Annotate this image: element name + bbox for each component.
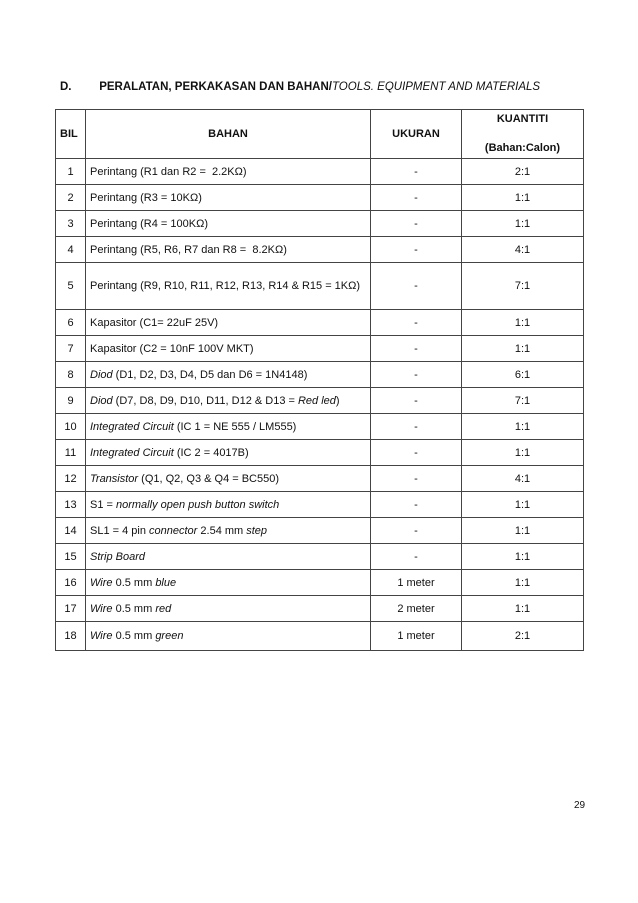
cell-kuantiti: 1:1	[462, 414, 584, 440]
cell-ukuran: -	[371, 310, 462, 336]
cell-bil: 15	[56, 544, 86, 570]
bahan-text-part: Perintang (R3 = 10KΩ)	[90, 191, 202, 204]
cell-kuantiti: 1:1	[462, 518, 584, 544]
bahan-text-part: (D7, D8, D9, D10, D11, D12 & D13 =	[112, 394, 298, 407]
table-row	[56, 414, 584, 440]
bahan-text-part: (IC 1 = NE 555 / LM555)	[173, 420, 297, 433]
cell-ukuran: 1 meter	[371, 570, 462, 596]
cell-bil: 9	[56, 388, 86, 414]
bahan-text-part: red	[155, 602, 172, 615]
table-row	[56, 211, 584, 237]
bahan-text-part: Kapasitor (C1= 22uF 25V)	[90, 316, 219, 329]
table-row	[56, 440, 584, 466]
cell-kuantiti: 4:1	[462, 466, 584, 492]
header-kuantiti-sub: (Bahan:Calon)	[484, 142, 561, 154]
cell-ukuran: 1 meter	[371, 622, 462, 651]
table-row	[56, 518, 584, 544]
cell-kuantiti: 2:1	[462, 622, 584, 651]
cell-kuantiti: 1:1	[462, 596, 584, 622]
cell-kuantiti: 1:1	[462, 211, 584, 237]
cell-ukuran: -	[371, 336, 462, 362]
bahan-text-part: )	[335, 394, 340, 407]
cell-bahan	[86, 544, 371, 570]
cell-ukuran: -	[371, 211, 462, 237]
cell-bil: 10	[56, 414, 86, 440]
bahan-text-part: S1 =	[90, 498, 116, 511]
table-row	[56, 622, 584, 651]
cell-bil: 14	[56, 518, 86, 544]
cell-bahan	[86, 622, 371, 651]
cell-kuantiti: 1:1	[462, 440, 584, 466]
header-kuantiti	[462, 110, 584, 159]
bahan-text-part: (Q1, Q2, Q3 & Q4 = BC550)	[138, 472, 280, 485]
bahan-text-part: Kapasitor (C2 = 10nF 100V MKT)	[90, 342, 254, 355]
header-kuantiti-label: KUANTITI	[496, 113, 549, 125]
cell-ukuran: -	[371, 263, 462, 310]
cell-bahan	[86, 466, 371, 492]
header-ukuran: UKURAN	[371, 110, 462, 159]
table-row	[56, 237, 584, 263]
cell-bil: 6	[56, 310, 86, 336]
cell-ukuran: -	[371, 492, 462, 518]
bahan-text-part: SL1 = 4 pin	[90, 524, 150, 537]
bahan-text-part: Perintang (R4 = 100KΩ)	[90, 217, 208, 230]
table-row	[56, 544, 584, 570]
page-number: 29	[574, 800, 586, 811]
cell-bil: 3	[56, 211, 86, 237]
section-heading	[60, 81, 540, 93]
cell-kuantiti: 1:1	[462, 185, 584, 211]
cell-bil: 5	[56, 263, 86, 310]
table-header-row	[56, 110, 584, 159]
cell-bahan	[86, 211, 371, 237]
cell-ukuran: -	[371, 159, 462, 185]
bahan-text-part: Integrated Circuit	[90, 446, 174, 459]
cell-bahan	[86, 185, 371, 211]
cell-bil: 13	[56, 492, 86, 518]
cell-bahan	[86, 362, 371, 388]
cell-bahan	[86, 336, 371, 362]
bahan-text-part: Transistor	[90, 472, 139, 485]
bahan-text-part: (IC 2 = 4017B)	[173, 446, 249, 459]
cell-kuantiti: 1:1	[462, 310, 584, 336]
bahan-text-part: Strip Board	[90, 550, 146, 563]
table-row	[56, 570, 584, 596]
cell-kuantiti: 2:1	[462, 159, 584, 185]
header-bahan: BAHAN	[86, 110, 371, 159]
cell-bahan	[86, 388, 371, 414]
cell-bahan	[86, 518, 371, 544]
cell-ukuran: -	[371, 362, 462, 388]
cell-bil: 18	[56, 622, 86, 651]
bahan-text-part: Diod	[90, 394, 113, 407]
table-row	[56, 159, 584, 185]
cell-bil: 16	[56, 570, 86, 596]
cell-bil: 1	[56, 159, 86, 185]
cell-bahan	[86, 440, 371, 466]
bahan-text-part: connector	[149, 524, 198, 537]
cell-bil: 17	[56, 596, 86, 622]
cell-bil: 2	[56, 185, 86, 211]
bahan-text-part: step	[246, 524, 268, 537]
bahan-text-part: Perintang (R5, R6, R7 dan R8 = 8.2KΩ)	[90, 243, 287, 256]
cell-kuantiti: 4:1	[462, 237, 584, 263]
bahan-text-part: 0.5 mm	[112, 630, 156, 642]
bahan-text-part: Integrated Circuit	[90, 420, 174, 433]
table-row	[56, 492, 584, 518]
bahan-text-part: 2.54 mm	[197, 524, 247, 537]
bahan-text-part: (D1, D2, D3, D4, D5 dan D6 = 1N4148)	[112, 368, 308, 381]
table-row	[56, 185, 584, 211]
bahan-text-part: 0.5 mm	[112, 576, 156, 589]
cell-bahan	[86, 570, 371, 596]
table-row	[56, 336, 584, 362]
cell-bil: 12	[56, 466, 86, 492]
bahan-text-part: 0.5 mm	[112, 602, 156, 615]
bahan-text-part: normally open push button switch	[116, 498, 280, 511]
cell-bahan	[86, 263, 371, 310]
cell-bahan	[86, 237, 371, 263]
bahan-text-part: Red led	[297, 394, 336, 407]
cell-kuantiti: 7:1	[462, 263, 584, 310]
section-title-english: TOOLS. EQUIPMENT AND MATERIALS	[331, 81, 541, 93]
cell-bil: 7	[56, 336, 86, 362]
section-letter: D.	[60, 81, 72, 93]
materials-table	[55, 109, 584, 651]
cell-kuantiti: 1:1	[462, 570, 584, 596]
table-row	[56, 263, 584, 310]
bahan-text-part: Wire	[90, 602, 113, 615]
cell-ukuran: 2 meter	[371, 596, 462, 622]
table-row	[56, 310, 584, 336]
bahan-text-part: green	[155, 630, 184, 642]
cell-bahan	[86, 492, 371, 518]
bahan-text-part: blue	[155, 576, 177, 589]
cell-ukuran: -	[371, 185, 462, 211]
cell-bahan	[86, 310, 371, 336]
cell-bil: 8	[56, 362, 86, 388]
cell-ukuran: -	[371, 237, 462, 263]
cell-ukuran: -	[371, 518, 462, 544]
cell-bil: 11	[56, 440, 86, 466]
bahan-text-part: Perintang (R1 dan R2 = 2.2KΩ)	[90, 165, 247, 178]
bahan-text-part: Diod	[90, 368, 113, 381]
cell-bahan	[86, 596, 371, 622]
table-row	[56, 596, 584, 622]
cell-bil: 4	[56, 237, 86, 263]
cell-kuantiti: 1:1	[462, 492, 584, 518]
section-title-malay: PERALATAN, PERKAKASAN DAN BAHAN/	[99, 81, 332, 93]
cell-bahan	[86, 159, 371, 185]
table-row	[56, 362, 584, 388]
cell-kuantiti: 1:1	[462, 336, 584, 362]
cell-ukuran: -	[371, 440, 462, 466]
cell-ukuran: -	[371, 466, 462, 492]
table-row	[56, 466, 584, 492]
bahan-text-part: Wire	[90, 630, 113, 642]
cell-kuantiti: 1:1	[462, 544, 584, 570]
bahan-text-part: Perintang (R9, R10, R11, R12, R13, R14 & R15 = 1KΩ)	[90, 280, 361, 292]
table-row	[56, 388, 584, 414]
cell-kuantiti: 7:1	[462, 388, 584, 414]
cell-ukuran: -	[371, 388, 462, 414]
bahan-text-part: Wire	[90, 576, 113, 589]
cell-ukuran: -	[371, 414, 462, 440]
cell-ukuran: -	[371, 544, 462, 570]
header-bil: BIL	[56, 110, 86, 159]
cell-bahan	[86, 414, 371, 440]
cell-kuantiti: 6:1	[462, 362, 584, 388]
